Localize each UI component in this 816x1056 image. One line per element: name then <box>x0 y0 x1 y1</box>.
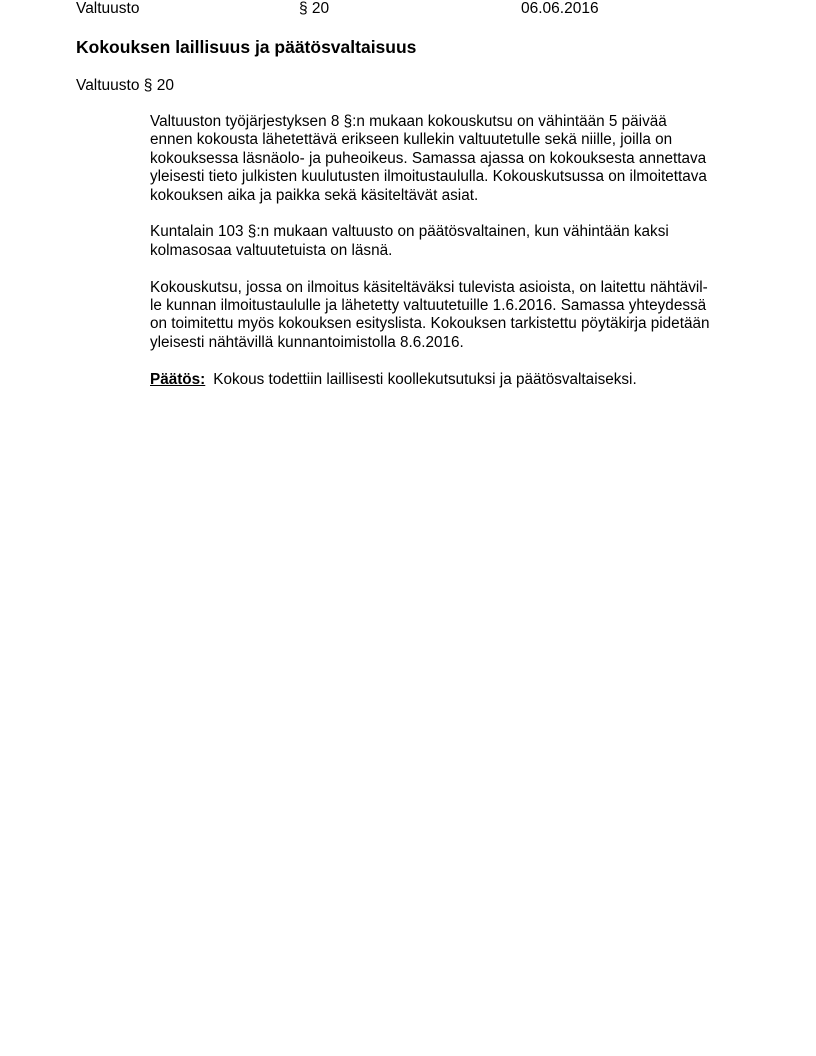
text-line: Kokouskutsu, jossa on ilmoitus käsiteltäväksi tulevista asioista, on laitettu nähtävil- <box>150 278 708 296</box>
text-line: kolmasosaa valtuutetuista on läsnä. <box>150 241 393 259</box>
paragraph-invitation <box>150 279 750 353</box>
header-section: § 20 <box>299 0 330 17</box>
text-line: Valtuuston työjärjestyksen 8 §:n mukaan kokouskutsu on vähintään 5 päivää <box>150 113 667 130</box>
text-line: yleisesti nähtävillä kunnantoimistolla 8.6.2016. <box>150 333 464 351</box>
text-line: kokouksen aika ja paikka sekä käsiteltävät asiat. <box>150 186 479 204</box>
text-line: kokouksessa läsnäolo- ja puheoikeus. Samassa ajassa on kokouksesta annettava <box>150 149 707 167</box>
text-line: on toimitettu myös kokouksen esityslista. Kokouksen tarkistettu pöytäkirja pidetään <box>150 315 710 333</box>
header-body: Valtuusto <box>76 0 140 17</box>
decision <box>150 371 750 389</box>
page-title: Kokouksen laillisuus ja päätösvaltaisuus <box>76 37 417 57</box>
decision-text: Kokous todettiin laillisesti koollekutsutuksi ja päätösvaltaiseksi. <box>213 370 637 388</box>
document-body <box>150 113 750 407</box>
section-subtitle: Valtuusto § 20 <box>76 77 174 94</box>
header-date: 06.06.2016 <box>521 0 599 17</box>
text-line: Kuntalain 103 §:n mukaan valtuusto on päätösvaltainen, kun vähintään kaksi <box>150 223 669 241</box>
text-line: ennen kokousta lähetettävä erikseen kullekin valtuutetulle sekä niille, joilla on <box>150 131 673 149</box>
decision-label: Päätös: <box>150 370 206 388</box>
paragraph-meeting-notice <box>150 113 750 205</box>
text-line: le kunnan ilmoitustaululle ja lähetetty valtuutetuille 1.6.2016. Samassa yhteydessä <box>150 297 707 315</box>
paragraph-quorum <box>150 223 750 260</box>
text-line: yleisesti tieto julkisten kuulutusten ilmoitustaululla. Kokouskutsussa on ilmoitettava <box>150 168 707 186</box>
